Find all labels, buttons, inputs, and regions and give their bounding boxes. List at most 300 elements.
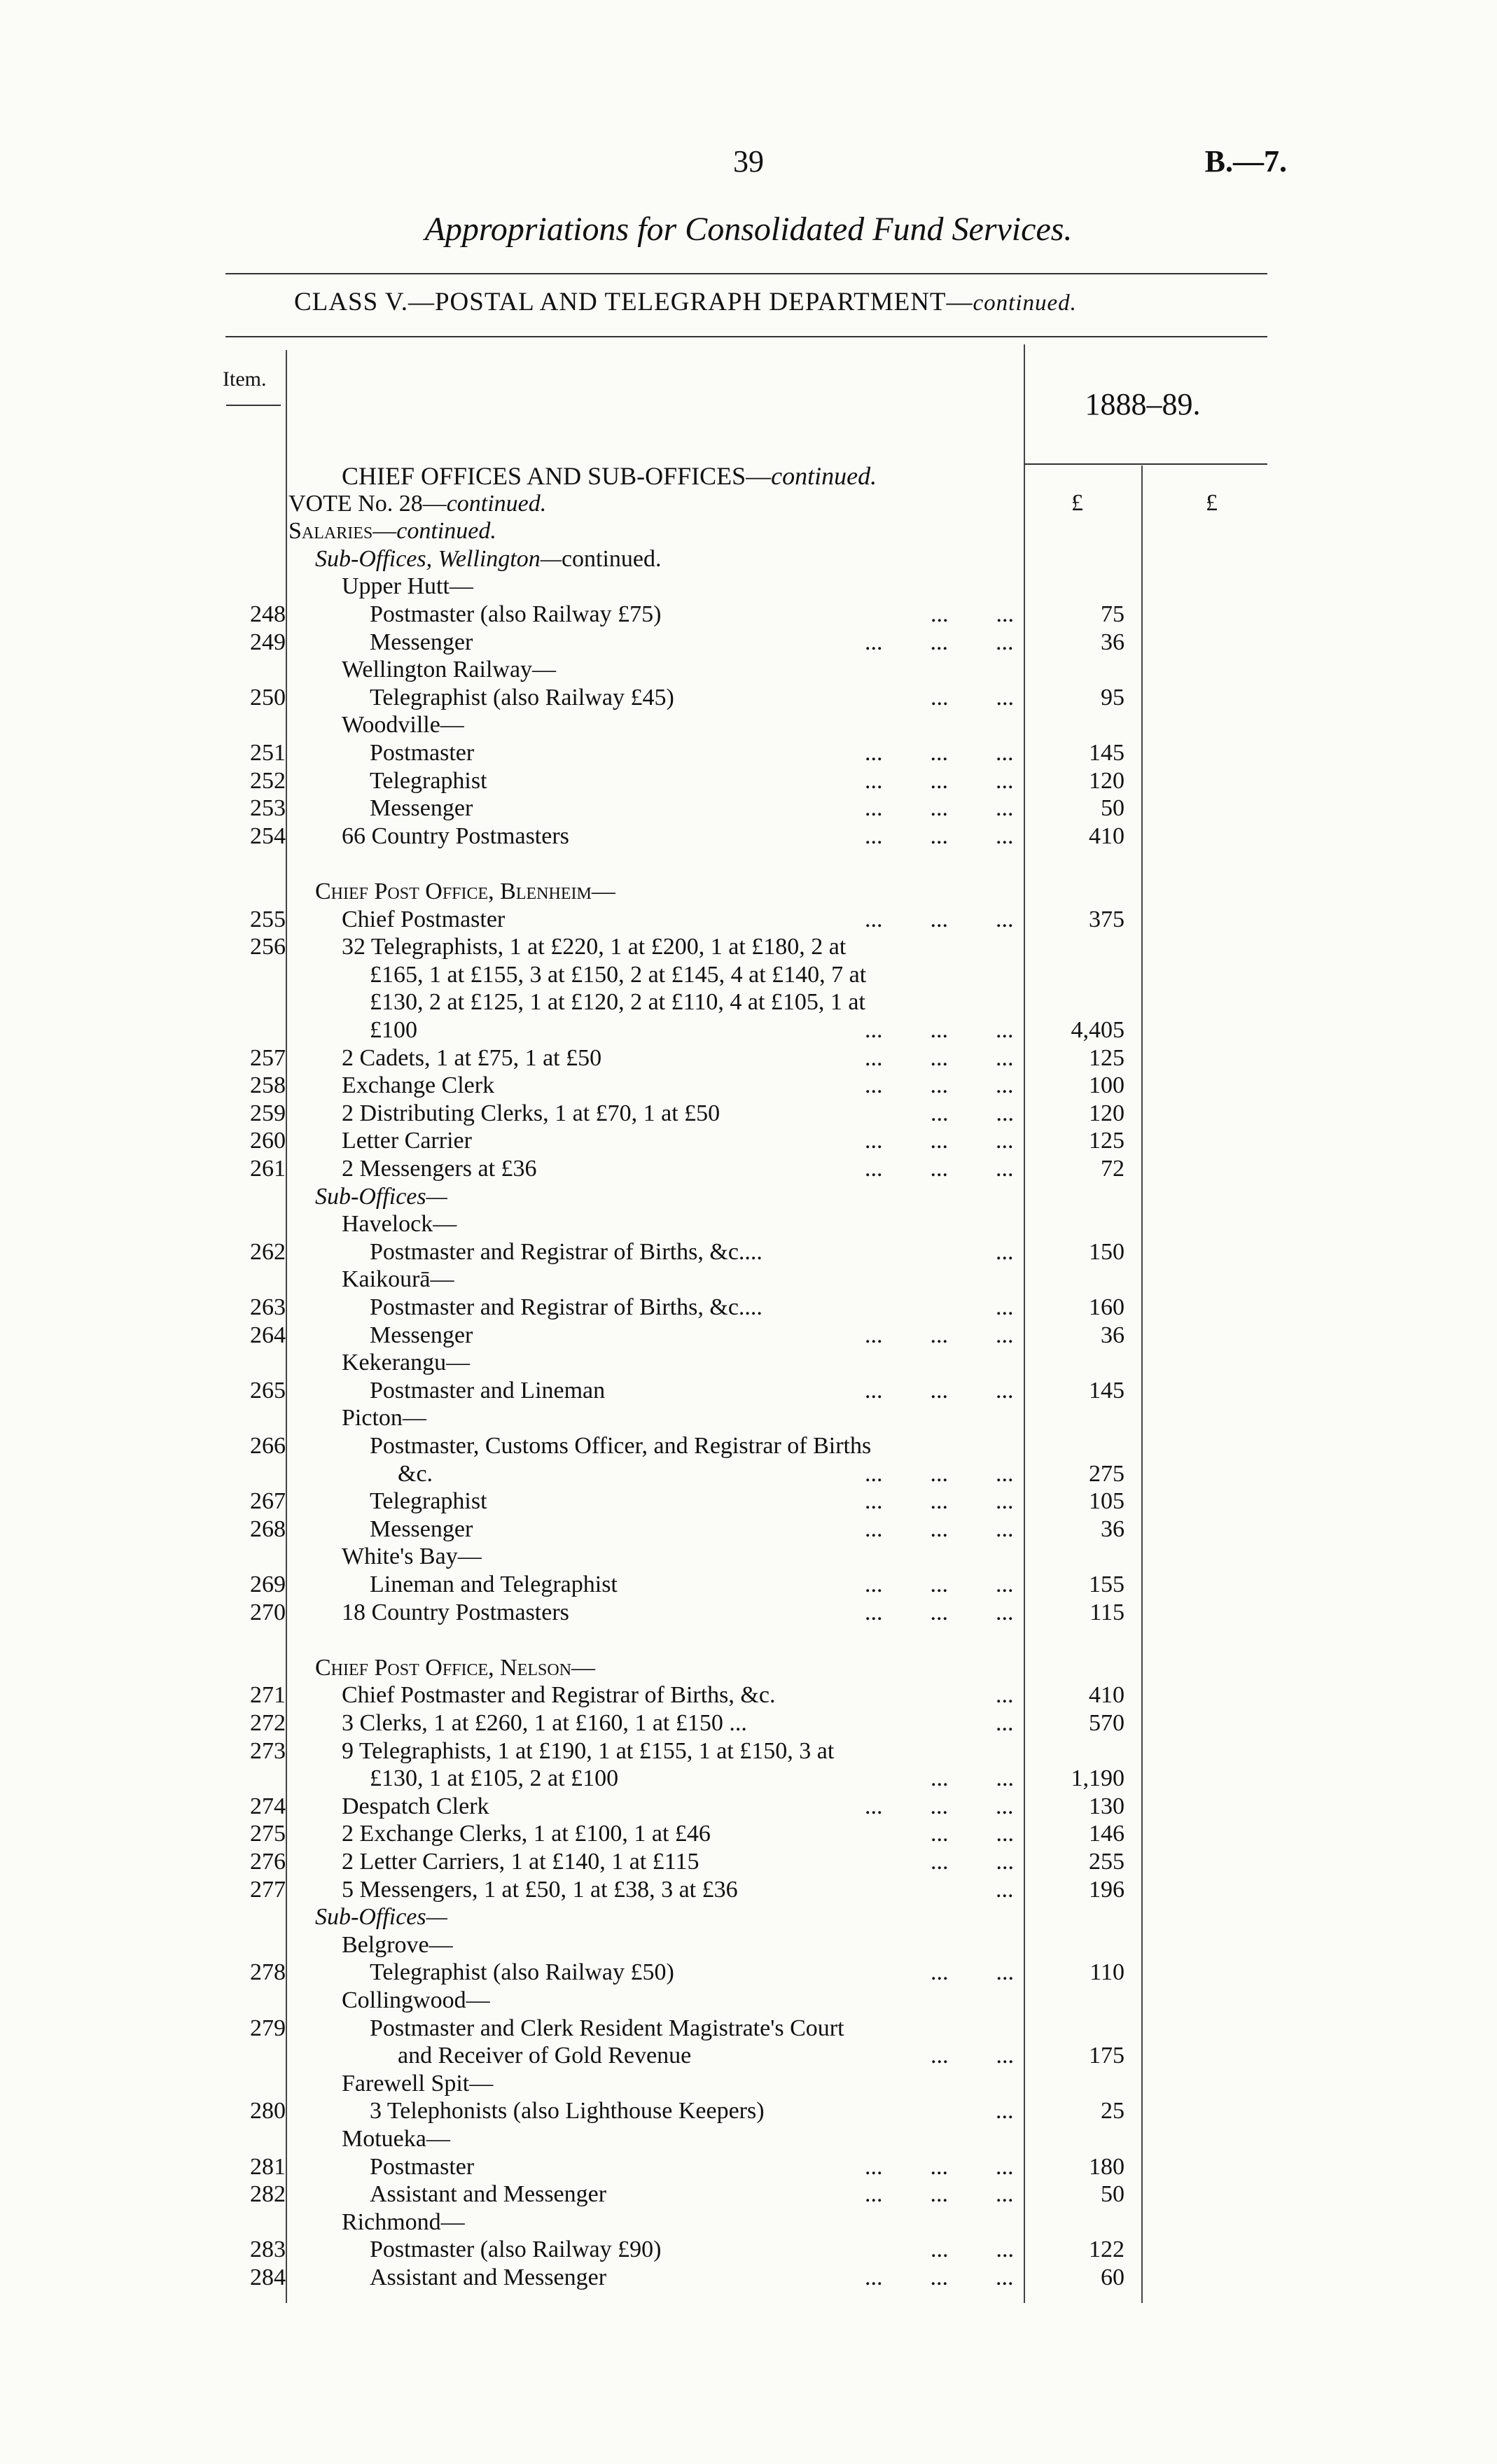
item-description-text: Postmaster (also Railway £90) [370, 2236, 662, 2263]
item-description-text: 2 Messengers at £36 [342, 1156, 537, 1182]
amount: 410 [1089, 1682, 1125, 1709]
leader-dots: ... [996, 1238, 1014, 1265]
item-description-text: Telegraphist (also Railway £45) [370, 684, 674, 710]
leader-dots: ... [996, 1682, 1014, 1709]
item-description [370, 739, 474, 767]
item-description [342, 1599, 569, 1627]
table-row [0, 961, 1497, 989]
table-row [0, 1654, 1497, 1682]
item-description [370, 794, 473, 822]
amount: 146 [1089, 1821, 1125, 1847]
item-number: 268 [250, 1516, 286, 1542]
leader-dots: ... ... [931, 1765, 1014, 1792]
item-description [370, 2264, 606, 2292]
item-number: 249 [250, 629, 286, 655]
rule-header [225, 336, 1267, 337]
leader-dots: ... ... ... [865, 1044, 1014, 1071]
table-row [0, 1876, 1497, 1904]
leader-dots: ... ... ... [865, 1488, 1014, 1515]
page-number: 39 [733, 144, 764, 178]
amount: 100 [1089, 1072, 1125, 1099]
table-row [0, 2042, 1497, 2070]
table-row [0, 2208, 1497, 2236]
item-description [342, 1848, 699, 1876]
item-description [370, 601, 661, 629]
amount: 122 [1089, 2236, 1125, 2263]
amount: 115 [1089, 1599, 1125, 1625]
item-description [398, 1460, 433, 1488]
table-row [0, 1322, 1497, 1350]
amount: 120 [1089, 767, 1125, 794]
item-description [370, 1238, 763, 1266]
item-description-text: 2 Distributing Clerks, 1 at £70, 1 at £50 [342, 1100, 720, 1126]
item-description [342, 1987, 490, 2015]
item-description-text: £100 [370, 1017, 417, 1043]
item-number: 254 [250, 822, 286, 849]
table-row [0, 656, 1497, 684]
table-row [0, 2236, 1497, 2264]
table-row [0, 1765, 1497, 1793]
item-description-text: 5 Messengers, 1 at £50, 1 at £38, 3 at £36 [342, 1876, 738, 1903]
item-description-text: 2 Cadets, 1 at £75, 1 at £50 [342, 1044, 602, 1071]
item-number: 267 [250, 1488, 286, 1515]
table-row [0, 1294, 1497, 1322]
item-number: 257 [250, 1044, 286, 1071]
year-column-header: 1888–89. [1085, 387, 1201, 421]
amount: 150 [1089, 1238, 1125, 1265]
table-row [0, 1931, 1497, 1959]
item-description-text: Havelock— [342, 1211, 457, 1238]
leader-dots: ... ... ... [865, 1017, 1014, 1043]
item-description [370, 1377, 605, 1405]
item-number: 252 [250, 767, 286, 794]
table-row [0, 1266, 1497, 1294]
leader-dots: ... ... [931, 2043, 1014, 2069]
item-description [342, 1210, 457, 1238]
amount: 155 [1089, 1572, 1125, 1597]
item-number: 259 [250, 1100, 286, 1126]
item-description-text: Postmaster [370, 740, 475, 766]
table-row [0, 822, 1497, 850]
amount: 105 [1089, 1488, 1125, 1515]
item-description-text: Chief Post Office, Nelson— [315, 1654, 596, 1681]
table-row [0, 629, 1497, 657]
table-row [0, 2125, 1497, 2153]
item-description-text: Upper Hutt— [342, 573, 473, 600]
amount: 4,405 [1071, 1017, 1125, 1043]
table-row [0, 711, 1497, 739]
leader-dots: ... [996, 1294, 1014, 1320]
item-description [288, 490, 546, 518]
item-description-text: White's Bay— [342, 1544, 482, 1570]
leader-dots: ... [996, 2098, 1014, 2124]
item-description-text: Postmaster (also Railway £75) [370, 601, 662, 627]
item-description-text: Messenger [370, 629, 473, 655]
item-description [342, 933, 846, 961]
table-row [0, 1848, 1497, 1876]
leader-dots: ... ... ... [865, 1599, 1014, 1625]
item-description [342, 1072, 494, 1100]
item-description-text: Exchange Clerk [342, 1072, 495, 1099]
leader-dots: ... ... ... [865, 1322, 1014, 1348]
item-number: 248 [250, 601, 286, 627]
item-description-text: 18 Country Postmasters [342, 1599, 569, 1625]
leader-dots: ... [996, 1710, 1014, 1736]
item-description-text: Sub-Offices— [315, 1904, 447, 1931]
table-row [0, 1072, 1497, 1100]
item-description [342, 906, 505, 934]
table-row [0, 1737, 1497, 1765]
item-description [342, 1709, 747, 1737]
item-description [315, 545, 662, 573]
item-description [342, 1349, 470, 1377]
item-description-text: 9 Telegraphists, 1 at £190, 1 at £155, 1 at £150, 3 at [342, 1737, 835, 1764]
table-row [0, 739, 1497, 767]
item-description-text: Picton— [342, 1405, 426, 1432]
item-number: 256 [250, 934, 286, 960]
class-heading-continued: continued. [973, 290, 1077, 316]
item-number: 261 [250, 1156, 286, 1182]
leader-dots: ... ... ... [865, 740, 1014, 766]
continued-suffix: continued. [446, 490, 547, 517]
item-description-text: Messenger [370, 795, 473, 822]
amount: 50 [1101, 2181, 1125, 2208]
item-description-text: Despatch Clerk [342, 1793, 489, 1819]
item-description-text: Richmond— [342, 2208, 465, 2235]
leader-dots: ... ... ... [865, 629, 1014, 655]
table-row [0, 1404, 1497, 1432]
table-row [0, 2153, 1497, 2181]
amount: 196 [1089, 1876, 1125, 1903]
item-number: 262 [250, 1238, 286, 1265]
item-description [315, 878, 615, 906]
leader-dots: ... ... [931, 1821, 1014, 1847]
leader-dots: ... ... [931, 601, 1014, 627]
table-row [0, 1155, 1497, 1183]
item-number: 274 [250, 1793, 286, 1819]
item-number: 283 [250, 2236, 286, 2263]
table-row [0, 573, 1497, 601]
table-row [0, 462, 1497, 490]
leader-dots: ... ... ... [865, 2153, 1014, 2180]
item-number: 280 [250, 2098, 286, 2124]
continued-suffix: continued. [771, 462, 877, 490]
item-description [342, 822, 569, 850]
item-description [370, 1516, 473, 1544]
item-description-text: Postmaster and Lineman [370, 1377, 606, 1404]
item-description-text: £165, 1 at £155, 3 at £150, 2 at £145, 4 at £140, 7 at [370, 961, 867, 988]
item-description-text: Assistant and Messenger [370, 2181, 607, 2208]
continued-suffix: continued. [561, 545, 662, 572]
amount: 570 [1089, 1710, 1125, 1736]
item-description-text: 3 Telephonists (also Lighthouse Keepers) [370, 2098, 765, 2124]
item-description [370, 1432, 871, 1460]
item-number: 272 [250, 1710, 286, 1736]
item-description-text: Messenger [370, 1322, 473, 1348]
leader-dots: ... ... [931, 1849, 1014, 1875]
item-description [370, 1959, 674, 1987]
item-description-text: Kaikourā— [342, 1266, 454, 1293]
leader-dots: ... ... ... [865, 1793, 1014, 1819]
item-description-text: Kekerangu— [342, 1350, 471, 1376]
amount: 410 [1089, 822, 1125, 849]
class-heading-text: CLASS V.—POSTAL AND TELEGRAPH DEPARTMENT— [294, 288, 973, 316]
item-description-text: 3 Clerks, 1 at £260, 1 at £160, 1 at £150 ... [342, 1710, 747, 1736]
item-description-text: Letter Carrier [342, 1128, 472, 1154]
table-row [0, 1903, 1497, 1931]
item-description-text: Telegraphist [370, 1488, 487, 1515]
table-row [0, 545, 1497, 573]
item-description [315, 1183, 447, 1211]
table-row [0, 988, 1497, 1016]
table-row [0, 1571, 1497, 1599]
table-row [0, 1709, 1497, 1737]
table-row [0, 933, 1497, 961]
amount: 36 [1101, 1322, 1125, 1348]
amount: 75 [1101, 601, 1125, 627]
leader-dots: ... ... ... [865, 795, 1014, 822]
item-description-text: Postmaster, Customs Officer, and Registrar of Births [370, 1433, 872, 1459]
item-description [370, 1016, 417, 1044]
table-row [0, 767, 1497, 795]
leader-dots: ... ... ... [865, 822, 1014, 849]
item-description-text: £130, 1 at £105, 2 at £100 [370, 1765, 619, 1792]
item-description [342, 1543, 482, 1571]
item-description [370, 1765, 618, 1793]
item-number: 271 [250, 1682, 286, 1709]
item-number: 264 [250, 1322, 286, 1348]
table-row [0, 2180, 1497, 2208]
page-title: Appropriations for Consolidated Fund Services. [424, 211, 1073, 248]
item-description [342, 1737, 834, 1765]
item-description-text: 2 Exchange Clerks, 1 at £100, 1 at £46 [342, 1821, 711, 1847]
amount: 72 [1101, 1156, 1125, 1182]
item-description [342, 711, 464, 739]
item-description [370, 767, 487, 795]
table-row [0, 1127, 1497, 1155]
table-row [0, 1820, 1497, 1848]
item-description [288, 517, 496, 545]
leader-dots: ... ... ... [865, 1156, 1014, 1182]
item-description-text: Collingwood— [342, 1987, 490, 2013]
item-description [370, 2097, 765, 2125]
item-description [342, 1044, 601, 1072]
class-heading [294, 287, 1077, 317]
amount: 125 [1089, 1128, 1125, 1154]
item-description-text: Chief Postmaster [342, 906, 506, 932]
leader-dots: ... ... ... [865, 1072, 1014, 1099]
amount: 36 [1101, 1516, 1125, 1542]
table-row [0, 1183, 1497, 1211]
document-reference: B.—7. [1204, 144, 1287, 178]
item-number: 278 [250, 1959, 286, 1986]
amount: 95 [1101, 684, 1125, 710]
table-row [0, 1210, 1497, 1238]
item-description-text: Woodville— [342, 712, 464, 738]
item-number: 284 [250, 2264, 286, 2290]
item-number: 266 [250, 1433, 286, 1459]
table-row [0, 1793, 1497, 1821]
item-number: 260 [250, 1128, 286, 1154]
table-row [0, 1543, 1497, 1571]
item-description-text: Telegraphist (also Railway £50) [370, 1959, 674, 1986]
table-row [0, 517, 1497, 545]
leader-dots: ... ... [931, 684, 1014, 710]
item-description [342, 1127, 472, 1155]
item-description [342, 656, 556, 684]
leader-dots: ... ... [931, 1959, 1014, 1986]
item-description [370, 1488, 487, 1516]
amount: 50 [1101, 795, 1125, 822]
item-description-text: Farewell Spit— [342, 2070, 494, 2096]
amount: 60 [1101, 2264, 1125, 2290]
item-description-text: and Receiver of Gold Revenue [398, 2043, 692, 2069]
amount: 120 [1089, 1100, 1125, 1126]
item-description-text: Belgrove— [342, 1931, 453, 1958]
table-row [0, 906, 1497, 934]
item-description-text: Postmaster and Registrar of Births, &c.... [370, 1238, 763, 1265]
table-row [0, 1488, 1497, 1516]
item-description-text: &c. [398, 1460, 433, 1487]
item-description [370, 2236, 661, 2264]
amount: 1,190 [1071, 1765, 1125, 1792]
item-description-text: VOTE No. 28— [288, 490, 447, 517]
table-row [0, 1432, 1497, 1460]
continued-suffix: continued. [396, 518, 496, 545]
item-description [342, 1155, 537, 1183]
table-row [0, 684, 1497, 712]
item-description [342, 573, 473, 601]
amount: 160 [1089, 1294, 1125, 1320]
item-description-text: Chief Post Office, Blenheim— [315, 878, 615, 904]
item-number: 251 [250, 740, 286, 766]
item-description [370, 684, 674, 712]
table-row [0, 850, 1497, 878]
item-description [342, 2125, 450, 2153]
item-description [342, 1681, 775, 1709]
item-description [370, 2153, 474, 2181]
leader-dots: ... ... ... [865, 1572, 1014, 1597]
amount: 375 [1089, 906, 1125, 932]
amount: 175 [1089, 2043, 1125, 2069]
amount: 125 [1089, 1044, 1125, 1071]
item-number: 270 [250, 1599, 286, 1625]
item-description [370, 1571, 618, 1599]
leader-dots: ... ... ... [865, 1377, 1014, 1404]
table-row [0, 1100, 1497, 1128]
item-description-text: Postmaster [370, 2153, 475, 2180]
item-number: 281 [250, 2153, 286, 2180]
table-row [0, 2097, 1497, 2125]
amount: 145 [1089, 1377, 1125, 1404]
item-number: 282 [250, 2181, 286, 2208]
item-number: 273 [250, 1737, 286, 1764]
item-description-text: £130, 2 at £125, 1 at £120, 2 at £110, 4 at £105, 1 at [370, 989, 865, 1016]
item-number: 279 [250, 2015, 286, 2041]
item-description-text: Sub-Offices— [315, 1183, 447, 1210]
amount: 255 [1089, 1849, 1125, 1875]
table-row [0, 1987, 1497, 2015]
leader-dots: ... [996, 1876, 1014, 1903]
item-description [342, 2208, 465, 2236]
item-description [342, 2070, 493, 2098]
item-header-rule [226, 405, 281, 406]
table-row [0, 1959, 1497, 1987]
leader-dots: ... ... ... [865, 2181, 1014, 2208]
table-row [0, 1626, 1497, 1654]
table-row [0, 1044, 1497, 1072]
amount: 180 [1089, 2153, 1125, 2180]
table-row [0, 1516, 1497, 1544]
table-row [0, 1460, 1497, 1488]
item-number: 250 [250, 684, 286, 710]
item-description [370, 1294, 763, 1322]
table-row [0, 1681, 1497, 1709]
table-row [0, 1377, 1497, 1405]
amount: 36 [1101, 629, 1125, 655]
pound-unit-b: £ [1206, 490, 1218, 516]
table-row [0, 601, 1497, 629]
item-number: 275 [250, 1821, 286, 1847]
item-description-text: Salaries— [288, 518, 397, 545]
item-description [370, 988, 865, 1016]
amount: 130 [1089, 1793, 1125, 1819]
item-description [370, 2180, 606, 2208]
item-number: 269 [250, 1572, 286, 1597]
item-description [370, 961, 866, 989]
item-description-text: Postmaster and Clerk Resident Magistrate's Court [370, 2015, 844, 2041]
table-row [0, 1238, 1497, 1266]
item-description-text: Motueka— [342, 2126, 450, 2152]
item-description-text: Lineman and Telegraphist [370, 1572, 618, 1597]
leader-dots: ... ... [931, 1100, 1014, 1126]
pound-unit-a: £ [1071, 490, 1083, 516]
item-description-text: Postmaster and Registrar of Births, &c.... [370, 1294, 763, 1320]
leader-dots: ... ... ... [865, 1460, 1014, 1487]
item-description [370, 629, 473, 657]
table-row [0, 1016, 1497, 1044]
item-description [398, 2042, 691, 2070]
table-row [0, 1599, 1497, 1627]
item-description-text: Sub-Offices, Wellington— [315, 545, 562, 572]
table-row [0, 1349, 1497, 1377]
leader-dots: ... ... [931, 2236, 1014, 2263]
table-row [0, 794, 1497, 822]
amount: 275 [1089, 1460, 1125, 1487]
item-description [342, 1876, 738, 1904]
table-row [0, 2015, 1497, 2043]
item-description-text: Messenger [370, 1516, 473, 1542]
item-description [342, 1793, 489, 1821]
item-description [342, 1931, 453, 1959]
item-description-text: 66 Country Postmasters [342, 822, 569, 849]
leader-dots: ... ... ... [865, 767, 1014, 794]
item-description [342, 462, 877, 490]
leader-dots: ... ... ... [865, 906, 1014, 932]
item-description [342, 1404, 426, 1432]
item-description [315, 1903, 447, 1931]
item-number: 258 [250, 1072, 286, 1099]
item-column-header: Item. [223, 368, 267, 391]
item-number: 253 [250, 795, 286, 822]
leader-dots: ... ... ... [865, 1516, 1014, 1542]
item-description [370, 2015, 844, 2043]
table-row [0, 490, 1497, 518]
item-description [370, 1322, 473, 1350]
rule-top [225, 273, 1267, 274]
amount: 145 [1089, 740, 1125, 766]
item-description [315, 1654, 595, 1682]
